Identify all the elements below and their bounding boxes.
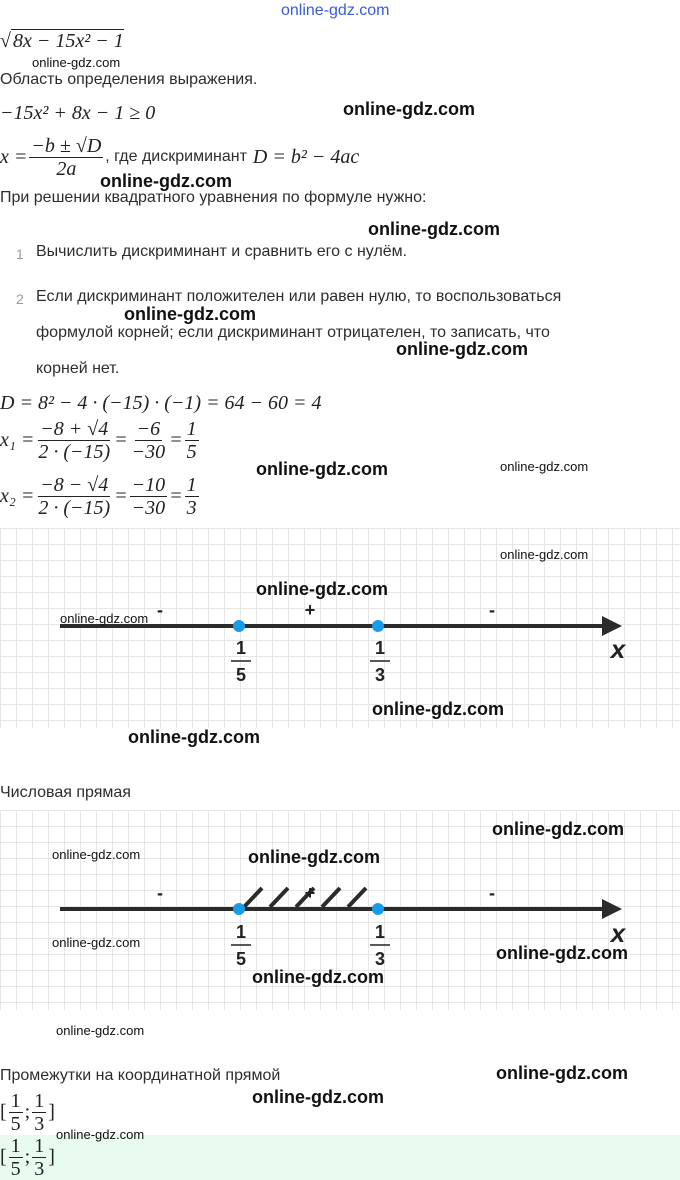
tick-den-1: 5 — [235, 665, 247, 685]
sign-middle: + — [304, 600, 316, 620]
sign-left: - — [157, 883, 163, 903]
point-one-fifth — [233, 903, 245, 915]
x1-eq2: = — [169, 429, 183, 451]
interval-b-num: 1 — [34, 1135, 45, 1157]
watermark: online-gdz.com — [60, 611, 149, 626]
interval-sep: ; — [24, 1146, 31, 1168]
watermark: online-gdz.com — [368, 219, 500, 239]
discriminant-calc: D = 8² − 4 · (−15) · (−1) = 64 − 60 = 4 — [0, 392, 322, 414]
x2-numerator-2: −10 — [131, 474, 166, 496]
watermark: online-gdz.com — [372, 699, 504, 719]
x2-eq: = — [114, 485, 128, 507]
x2-lhs: x₂ = — [0, 485, 35, 507]
axis-arrow — [602, 616, 622, 636]
interval-a-den: 5 — [10, 1158, 21, 1180]
watermark: online-gdz.com — [248, 847, 380, 867]
watermark: online-gdz.com — [500, 459, 589, 474]
x2-eq2: = — [169, 485, 183, 507]
root-x2 — [0, 474, 201, 519]
step-text: Вычислить дискриминант и сравнить его с нулём. — [36, 243, 408, 260]
watermark: online-gdz.com — [52, 847, 141, 862]
watermark: online-gdz.com — [492, 819, 624, 839]
tick-den-2: 3 — [374, 949, 386, 969]
interval-close: ] — [48, 1146, 55, 1168]
watermark: online-gdz.com — [343, 99, 475, 119]
x1-denominator-3: 5 — [186, 441, 197, 463]
interval-close: ] — [48, 1101, 55, 1123]
sign-right: - — [489, 883, 495, 903]
tick-num-1: 1 — [235, 638, 247, 658]
formula-denominator: 2a — [56, 157, 77, 180]
x1-numerator-3: 1 — [186, 418, 197, 440]
interval-expression — [0, 1090, 55, 1135]
answer-interval — [0, 1135, 55, 1180]
watermark: online-gdz.com — [256, 579, 388, 599]
step-number: 1 — [16, 246, 24, 262]
x1-lhs: x₁ = — [0, 429, 35, 451]
step-text-line: корней нет. — [36, 360, 120, 377]
formula-numerator: −b ± √D — [31, 134, 102, 157]
watermark: online-gdz.com — [252, 1087, 384, 1107]
x2-denominator-2: −30 — [131, 497, 166, 519]
watermark: online-gdz.com — [52, 935, 141, 950]
step-number: 2 — [16, 291, 24, 307]
axis-label: x — [610, 634, 626, 664]
formula-lhs: x = — [0, 145, 28, 168]
tick-den-2: 3 — [374, 665, 386, 685]
root-x1 — [0, 418, 201, 463]
interval-a-num: 1 — [10, 1135, 21, 1157]
formula-where: , где дискриминант — [105, 148, 247, 165]
watermark: online-gdz.com — [128, 727, 260, 747]
x1-denominator: 2 · (−15) — [38, 441, 111, 463]
watermark: online-gdz.com — [496, 943, 628, 963]
x1-denominator-2: −30 — [131, 441, 166, 463]
point-one-third — [372, 620, 384, 632]
interval-open: [ — [0, 1101, 7, 1123]
watermark: online-gdz.com — [56, 1127, 145, 1142]
x2-denominator-3: 3 — [186, 497, 197, 519]
watermark: online-gdz.com — [100, 171, 232, 191]
radicand: 8x − 15x² − 1 — [12, 30, 124, 52]
watermark: online-gdz.com — [500, 547, 589, 562]
discriminant-formula: D = b² − 4ac — [252, 145, 360, 168]
intervals-caption: Промежутки на координатной прямой — [0, 1067, 281, 1084]
sign-middle: + — [304, 883, 316, 903]
x2-numerator-3: 1 — [186, 474, 197, 496]
domain-heading: Область определения выражения. — [0, 71, 258, 88]
interval-a-num: 1 — [10, 1090, 21, 1112]
interval-b-den: 3 — [34, 1158, 45, 1180]
x2-numerator: −8 − √4 — [40, 474, 109, 496]
interval-b-den: 3 — [34, 1113, 45, 1135]
x1-numerator-2: −6 — [136, 418, 161, 440]
watermark: online-gdz.com — [252, 967, 384, 987]
x1-eq: = — [114, 429, 128, 451]
formula-fraction — [29, 135, 103, 180]
axis-arrow — [602, 899, 622, 919]
tick-num-2: 1 — [374, 922, 386, 942]
tick-num-2: 1 — [374, 638, 386, 658]
watermark: online-gdz.com — [124, 304, 256, 324]
tick-den-1: 5 — [235, 949, 247, 969]
root-expression: √ 8x − 15x² − 1 — [0, 30, 124, 52]
interval-open: [ — [0, 1146, 7, 1168]
x2-denominator: 2 · (−15) — [38, 497, 111, 519]
step-text-line: Если дискриминант положителен или равен нулю, то воспользоваться — [36, 288, 562, 305]
x1-numerator: −8 + √4 — [40, 418, 109, 440]
sign-left: - — [157, 600, 163, 620]
step-text-line: формулой корней; если дискриминант отрицателен, то записать, что — [36, 324, 550, 341]
solve-intro: При решении квадратного уравнения по формуле нужно: — [0, 189, 427, 206]
inequality: −15x² + 8x − 1 ≥ 0 — [0, 102, 156, 124]
interval-a-den: 5 — [10, 1113, 21, 1135]
point-one-third — [372, 903, 384, 915]
point-one-fifth — [233, 620, 245, 632]
watermark: online-gdz.com — [56, 1023, 145, 1038]
watermark: online-gdz.com — [256, 459, 388, 479]
tick-num-1: 1 — [235, 922, 247, 942]
watermark-top: online-gdz.com — [281, 2, 390, 19]
axis-label: x — [610, 918, 626, 948]
number-line-caption: Числовая прямая — [0, 784, 131, 801]
sign-right: - — [489, 600, 495, 620]
interval-b-num: 1 — [34, 1090, 45, 1112]
watermark: online-gdz.com — [396, 339, 528, 359]
watermark: online-gdz.com — [496, 1063, 628, 1083]
interval-sep: ; — [24, 1101, 31, 1123]
watermark: online-gdz.com — [32, 55, 121, 70]
